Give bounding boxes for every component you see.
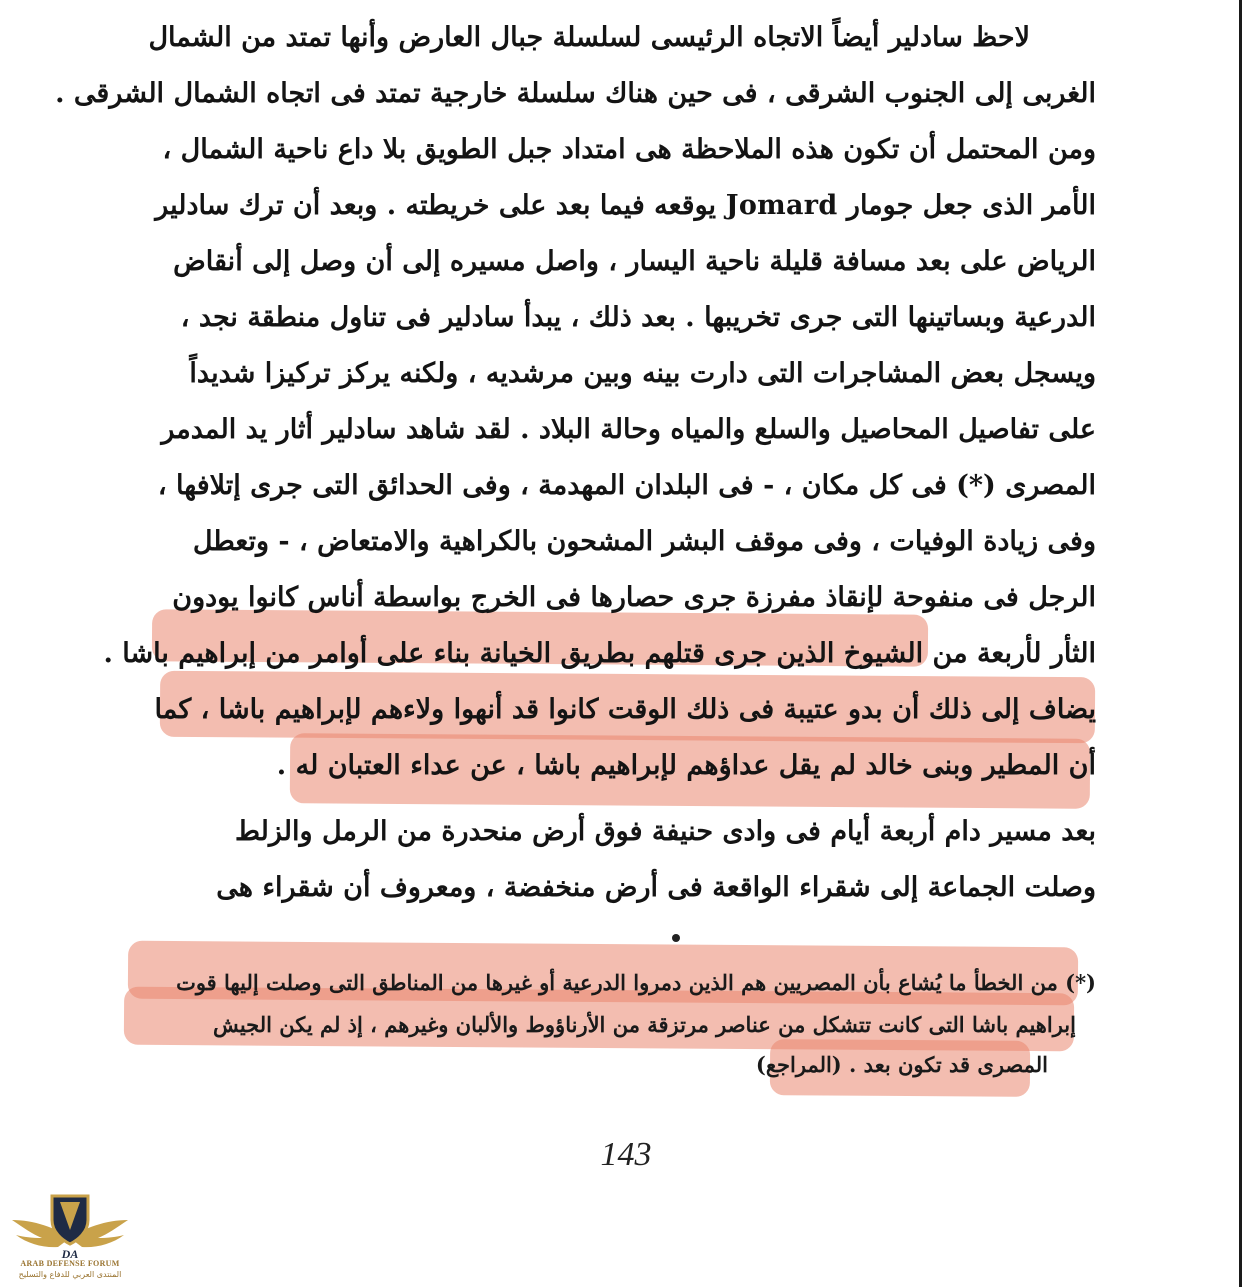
footnote-line: (*) من الخطأ ما يُشاع بأن المصريين هم الذين دمروا الدرعية أو غيرها من المناطق التى وصلت إليها قوت — [176, 970, 1096, 995]
body-line: وفى زيادة الوفيات ، وفى موقف البشر المشحون بالكراهية والامتعاض ، - وتعطل — [192, 526, 1096, 557]
body-line: ومن المحتمل أن تكون هذه الملاحظة هى امتداد جبل الطويق بلا داع ناحية الشمال ، — [162, 134, 1096, 165]
body-line: الدرعية وبساتينها التى جرى تخريبها . بعد ذلك ، يبدأ سادلير فى تناول منطقة نجد ، — [180, 302, 1096, 333]
logo-monogram: DA — [61, 1247, 79, 1261]
body-line: الرياض على بعد مسافة قليلة ناحية اليسار ، واصل مسيره إلى أن وصل إلى أنقاض — [173, 246, 1096, 277]
body-line: وصلت الجماعة إلى شقراء الواقعة فى أرض منخفضة ، ومعروف أن شقراء هى — [216, 872, 1096, 903]
body-line: المصرى (*) فى كل مكان ، - فى البلدان المهدمة ، وفى الحدائق التى جرى إتلافها ، — [157, 470, 1096, 501]
logo-title-arabic: المنتدى العربي للدفاع والتسليح — [18, 1270, 122, 1279]
footnote-line: إبراهيم باشا التى كانت تتشكل من عناصر مرتزقة من الأرناؤوط والألبان وغيرهم ، إذ لم يكن الجيش — [213, 1012, 1076, 1037]
body-line: يضاف إلى ذلك أن بدو عتيبة فى ذلك الوقت كانوا قد أنهوا ولاءهم لإبراهيم باشا ، كما — [154, 694, 1096, 725]
body-line: لاحظ سادلير أيضاً الاتجاه الرئيسى لسلسلة جبال العارض وأنها تمتد من الشمال — [148, 22, 1030, 53]
body-line: على تفاصيل المحاصيل والسلع والمياه وحالة البلاد . لقد شاهد سادلير أثار يد المدمر — [161, 414, 1096, 445]
body-line: الثأر لأربعة من الشيوخ الذين جرى قتلهم بطريق الخيانة بناء على أوامر من إبراهيم باشا . — [103, 638, 1096, 669]
page-number: 143 — [600, 1136, 652, 1173]
body-line: ويسجل بعض المشاجرات التى دارت بينه وبين مرشديه ، ولكنه يركز تركيزا شديداً — [189, 358, 1096, 389]
logo-title: ARAB DEFENSE FORUM — [20, 1259, 120, 1268]
body-line: أن المطير وبنى خالد لم يقل عداؤهم لإبراهيم باشا ، عن عداء العتبان له . — [276, 750, 1096, 781]
body-line: الغربى إلى الجنوب الشرقى ، فى حين هناك سلسلة خارجية تمتد فى اتجاه الشمال الشرقى . — [55, 78, 1096, 109]
body-line: بعد مسير دام أربعة أيام فى وادى حنيفة فوق أرض منحدرة من الرمل والزلط — [235, 816, 1096, 847]
separator-dot — [672, 934, 680, 942]
footnote-line: المصرى قد تكون بعد . (المراجع) — [755, 1052, 1048, 1077]
body-line: الرجل فى منفوحة لإنقاذ مفرزة جرى حصارها فى الخرج بواسطة أناس كانوا يودون — [172, 582, 1096, 613]
body-line: الأمر الذى جعل جومار Jomard يوقعه فيما بعد على خريطته . وبعد أن ترك سادلير — [155, 190, 1096, 221]
